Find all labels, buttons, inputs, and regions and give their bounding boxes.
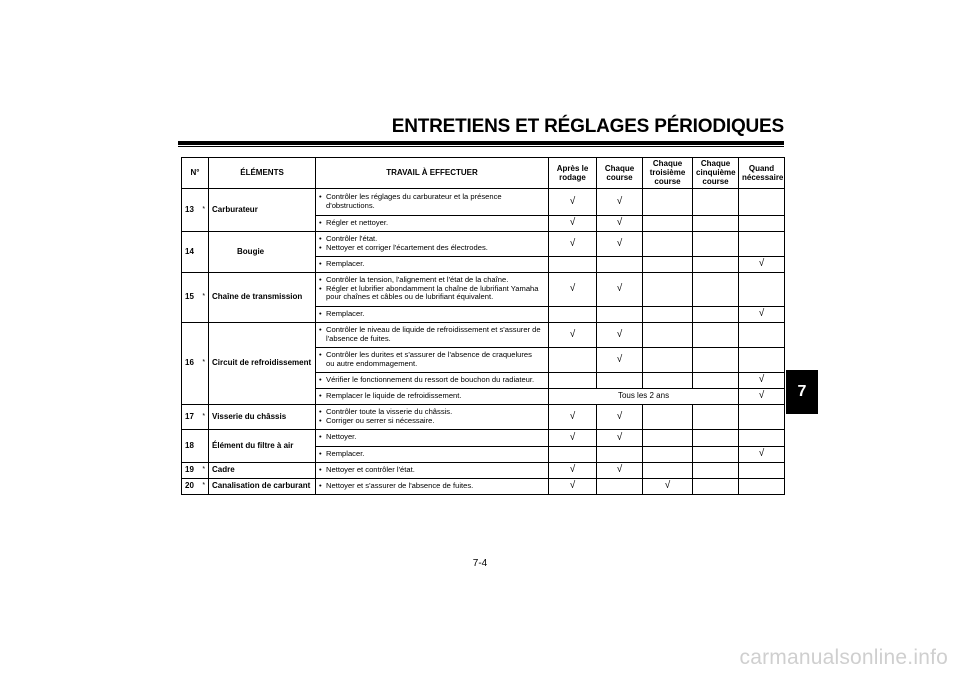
task-bullet: • Remplacer le liquide de refroidissement. [319,392,545,401]
task-bullet: • Nettoyer et corriger l'écartement des électrodes. [319,244,545,253]
check-mark: √ [549,231,597,256]
check-mark: √ [597,322,643,347]
task-cell [316,446,549,462]
chapter-tab: 7 [786,370,818,414]
task-cell [316,322,549,347]
page-title: ENTRETIENS ET RÉGLAGES PÉRIODIQUES [391,116,784,137]
item-number: 17 [182,404,200,429]
col-header-troisieme: Chaque troisième course [643,158,693,189]
check-mark: √ [597,429,643,446]
footer-watermark: carmanualsonline.info [739,646,948,669]
task-bullet: • Remplacer. [319,450,545,459]
star-mark: * [200,404,209,429]
task-cell [316,478,549,494]
item-number: 18 [182,429,200,462]
task-line: l'absence de fuites. [326,333,391,343]
interval-label: Tous les 2 ans [549,388,739,404]
check-mark: √ [739,372,785,388]
col-header-num: N° [182,158,209,189]
check-mark: √ [549,322,597,347]
task-bullet: • Corriger ou serrer si nécessaire. [319,417,545,426]
title-rule-thin [178,146,784,147]
task-cell [316,347,549,372]
task-bullet: • Vérifier le fonctionnement du ressort de bouchon du radiateur. [319,376,545,385]
check-mark: √ [597,231,643,256]
star-mark [200,231,209,272]
task-bullet: • Nettoyer et s'assurer de l'absence de fuites. [319,482,545,491]
task-bullet: • Nettoyer et contrôler l'état. [319,466,545,475]
task-bullet: • Remplacer. [319,260,545,269]
check-mark: √ [597,404,643,429]
col-header-cinquieme: Chaque cinquième course [693,158,739,189]
item-number: 14 [182,231,200,272]
task-bullet: • Contrôler le niveau de liquide de refroidissement et s'assurer de [319,326,545,335]
task-cell [316,231,549,256]
task-cell [316,188,549,215]
check-mark: √ [549,462,597,478]
task-bullet: • Nettoyer. [319,433,545,442]
check-mark: √ [597,188,643,215]
col-header-travail: TRAVAIL À EFFECTUER [316,158,549,189]
task-line: ou autre endommagement. [326,358,418,368]
check-mark: √ [549,429,597,446]
item-number: 16 [182,322,200,404]
check-mark: √ [549,478,597,494]
col-header-elements: ÉLÉMENTS [209,158,316,189]
star-mark: * [200,188,209,231]
task-cell [316,256,549,272]
check-mark: √ [549,272,597,306]
task-cell [316,372,549,388]
item-number: 20 [182,478,200,494]
element-name: Circuit de refroidissement [209,322,316,404]
element-name: Élément du filtre à air [209,429,316,462]
page-number: 7-4 [472,558,488,569]
task-cell [316,215,549,231]
element-name: Chaîne de transmission [209,272,316,322]
task-line: pour chaînes et câbles ou de lubrifiant équivalent. [326,292,494,302]
col-header-chaque: Chaque course [597,158,643,189]
table-row [182,231,785,256]
star-mark: * [200,272,209,322]
task-bullet: • Contrôler l'état. [319,235,545,244]
task-bullet: • Régler et lubrifier abondamment la chaîne de lubrifiant Yamaha [319,285,545,294]
task-cell [316,306,549,322]
check-mark: √ [597,272,643,306]
task-bullet: • Contrôler toute la visserie du châssis. [319,408,545,417]
element-name: Visserie du châssis [209,404,316,429]
check-mark: √ [739,306,785,322]
check-mark: √ [597,215,643,231]
element-name: Cadre [209,462,316,478]
task-bullet: • Contrôler la tension, l'alignement et l'état de la chaîne. [319,276,545,285]
item-number: 19 [182,462,200,478]
task-cell [316,429,549,446]
check-mark: √ [597,462,643,478]
check-mark: √ [739,256,785,272]
item-number: 15 [182,272,200,322]
task-bullet: • Remplacer. [319,310,545,319]
check-mark: √ [549,215,597,231]
table-row [182,188,785,215]
task-cell [316,388,549,404]
maintenance-table [181,157,785,495]
col-header-quand: Quand nécessaire [739,158,785,189]
element-name: Bougie [209,231,316,272]
check-mark: √ [597,347,643,372]
check-mark: √ [549,188,597,215]
table-row [182,462,785,478]
task-line: d'obstructions. [326,200,375,210]
check-mark: √ [643,478,693,494]
table-row [182,272,785,306]
task-cell [316,272,549,306]
element-name: Canalisation de carburant [209,478,316,494]
task-bullet: • Contrôler les durites et s'assurer de l'absence de craquelures [319,351,545,360]
task-bullet: • Contrôler les réglages du carburateur et la présence [319,193,545,202]
task-bullet: • Régler et nettoyer. [319,219,545,228]
star-mark: * [200,462,209,478]
table-row [182,478,785,494]
table-header-row [182,158,785,189]
item-number: 13 [182,188,200,231]
element-name: Carburateur [209,188,316,231]
task-cell [316,462,549,478]
check-mark: √ [739,446,785,462]
star-mark: * [200,322,209,404]
table-row [182,429,785,446]
title-rule [178,141,784,145]
col-header-apres: Après le rodage [549,158,597,189]
check-mark: √ [549,404,597,429]
table-row [182,322,785,347]
star-mark: * [200,478,209,494]
task-cell [316,404,549,429]
check-mark: √ [739,388,785,404]
star-mark [200,429,209,462]
table-row [182,404,785,429]
